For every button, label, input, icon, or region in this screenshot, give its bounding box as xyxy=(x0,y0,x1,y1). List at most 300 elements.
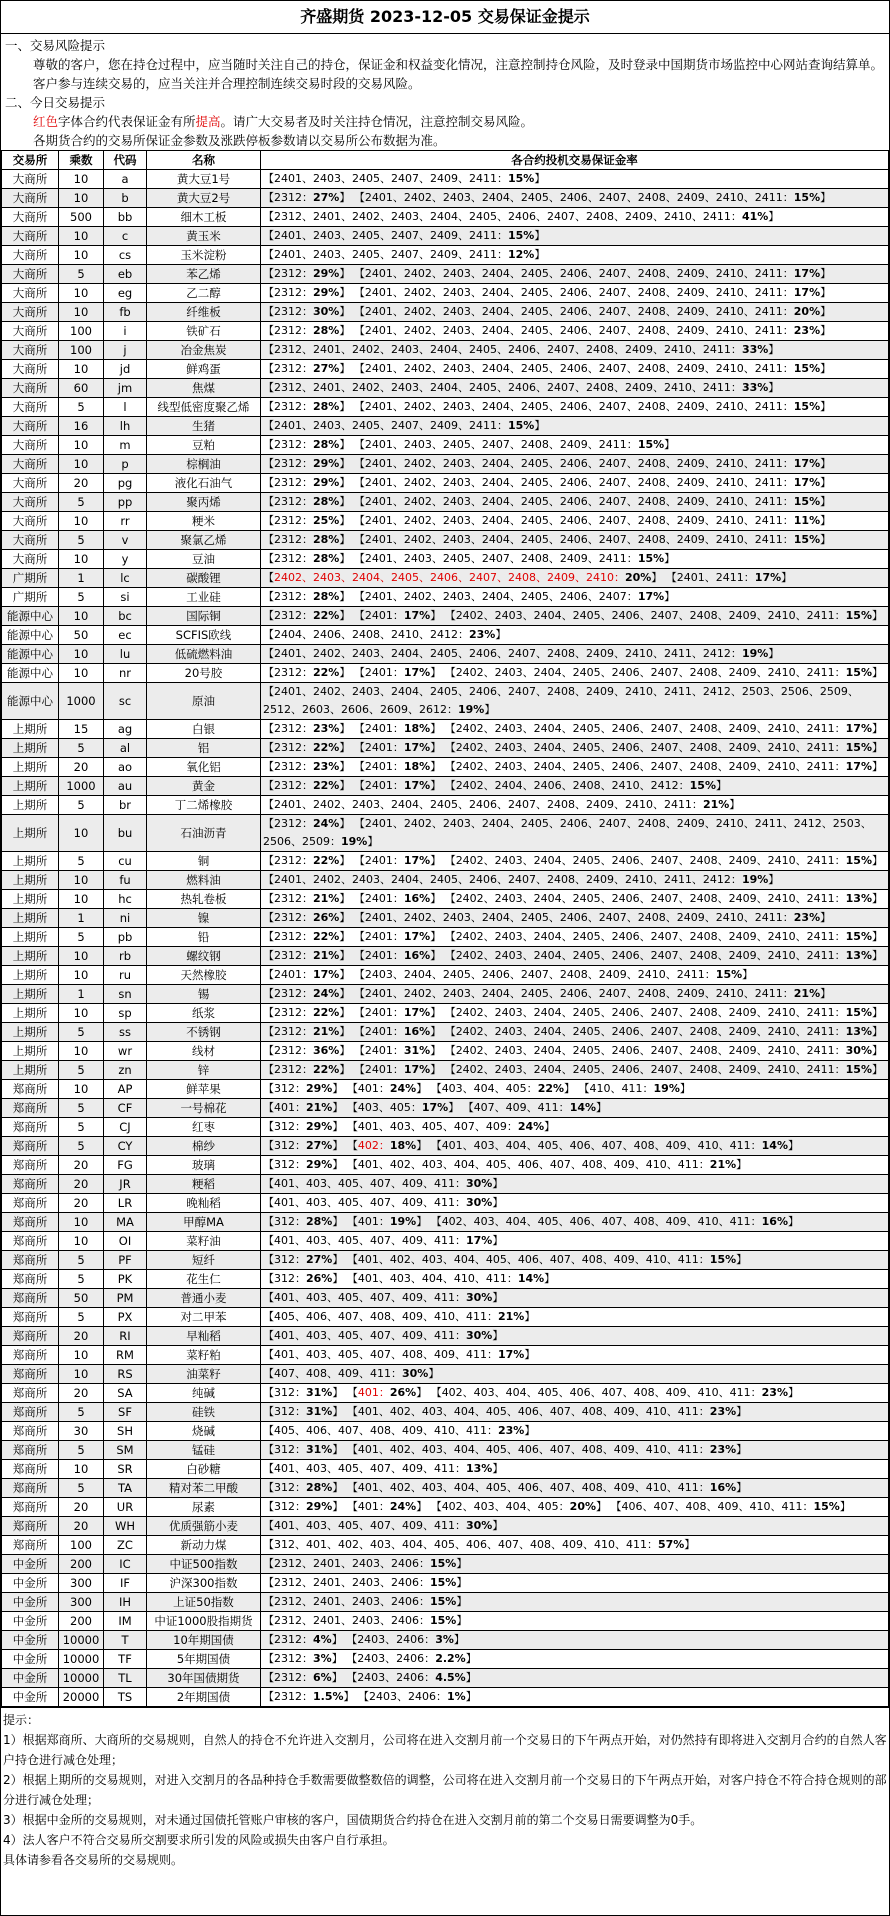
cell-name: 红枣 xyxy=(147,1118,261,1137)
cell-multiplier: 1 xyxy=(59,569,104,588)
rate-months: 2312： xyxy=(274,438,313,451)
rate-value: 21% xyxy=(702,798,730,811)
rate-value: 29% xyxy=(306,1120,333,1133)
cell-code: rr xyxy=(104,512,147,531)
rate-group: 【2401：31%】 xyxy=(353,1044,442,1057)
rate-months: 401、402、403、404、405、406、407、408、409、410、411： xyxy=(357,1481,710,1494)
cell-code: IH xyxy=(104,1593,147,1612)
rate-months: 410、411： xyxy=(589,1082,654,1095)
cell-multiplier: 20 xyxy=(59,1498,104,1517)
cell-code: sc xyxy=(104,683,147,720)
rate-months: 2402、2403、2404、2405、2406、2407、2408、2409、2410、2411： xyxy=(455,722,846,735)
cell-exchange: 郑商所 xyxy=(2,1080,59,1099)
rate-group: 【401、403、405、407、408、409、411：17%】 xyxy=(263,1348,536,1361)
cell-name: 花生仁 xyxy=(147,1270,261,1289)
rate-value: 15% xyxy=(845,930,872,943)
cell-name: 锡 xyxy=(147,985,261,1004)
cell-code: ss xyxy=(104,1023,147,1042)
cell-exchange: 中金所 xyxy=(2,1612,59,1631)
cell-multiplier: 5 xyxy=(59,928,104,947)
rate-group: 【2403、2406：1%】 xyxy=(358,1690,477,1703)
cell-exchange: 大商所 xyxy=(2,170,59,189)
rate-group: 【2401、2402、2403、2404、2405、2406、2407、2408、2409、2410、2411：21%】 xyxy=(353,987,832,1000)
cell-exchange: 郑商所 xyxy=(2,1536,59,1555)
rate-months: 2403、2404、2405、2406、2407、2408、2409、2410、2411： xyxy=(364,968,716,981)
cell-margin-rate xyxy=(261,417,889,436)
table-row xyxy=(2,284,889,303)
cell-multiplier: 5 xyxy=(59,796,104,815)
rate-months: 401： xyxy=(274,1101,306,1114)
rate-group: 【312：31%】 xyxy=(263,1386,344,1399)
table-row xyxy=(2,1479,889,1498)
rate-group: 【2312：28%】 xyxy=(263,552,351,565)
rate-value: 1.5% xyxy=(313,1690,344,1703)
cell-code: jm xyxy=(104,379,147,398)
table-row xyxy=(2,208,889,227)
cell-code: y xyxy=(104,550,147,569)
rate-months: 401、403、405、407、409、411： xyxy=(274,1519,466,1532)
cell-name: 棉纱 xyxy=(147,1137,261,1156)
cell-code: cu xyxy=(104,852,147,871)
cell-exchange: 大商所 xyxy=(2,512,59,531)
rate-value: 27% xyxy=(313,191,340,204)
cell-code: T xyxy=(104,1631,147,1650)
table-row xyxy=(2,1137,889,1156)
rate-group: 【2401、2402、2403、2404、2405、2406、2407、2408、2409、2410、2411：15%】 xyxy=(353,400,832,413)
rate-months: 312： xyxy=(274,1272,306,1285)
rate-value: 30% xyxy=(465,1177,493,1190)
rate-value: 15% xyxy=(793,400,821,413)
table-row xyxy=(2,1403,889,1422)
rate-group: 【401、403、405、407、409、411：30%】 xyxy=(263,1329,504,1342)
rate-months: 2401： xyxy=(364,609,404,622)
cell-name: 原油 xyxy=(147,683,261,720)
cell-exchange: 大商所 xyxy=(2,189,59,208)
cell-code: wr xyxy=(104,1042,147,1061)
rate-group: 【2312：24%】 xyxy=(263,817,351,830)
cell-exchange: 能源中心 xyxy=(2,645,59,664)
cell-multiplier: 20 xyxy=(59,474,104,493)
rate-months: 2401： xyxy=(364,1063,404,1076)
cell-multiplier: 10 xyxy=(59,645,104,664)
cell-exchange: 大商所 xyxy=(2,493,59,512)
rate-group: 【2312：22%】 xyxy=(263,1063,351,1076)
cell-multiplier: 20 xyxy=(59,1194,104,1213)
rate-group: 【401：24%】 xyxy=(346,1082,428,1095)
rate-value: 15% xyxy=(845,609,872,622)
cell-exchange: 上期所 xyxy=(2,947,59,966)
rate-months: 2403、2406： xyxy=(357,1633,436,1646)
cell-multiplier: 5 xyxy=(59,1308,104,1327)
rate-group: 【2401：17%】 xyxy=(353,609,442,622)
rate-value: 17% xyxy=(403,609,431,622)
table-row xyxy=(2,947,889,966)
rate-group: 【402、403、404、405、406、407、408、409、410、411：23%】 xyxy=(430,1386,799,1399)
rate-months: 401、403、405、407、409、411： xyxy=(274,1196,466,1209)
table-row xyxy=(2,1099,889,1118)
rate-months: 401、403、405、407、409、411： xyxy=(274,1291,466,1304)
rate-group: 【2312：1.5%】 xyxy=(263,1690,355,1703)
rate-months: 401、403、405、407、409、411： xyxy=(274,1329,466,1342)
rate-group: 【401、403、405、407、409：24%】 xyxy=(346,1120,556,1133)
cell-name: 粳米 xyxy=(147,512,261,531)
cell-multiplier: 20000 xyxy=(59,1688,104,1707)
cell-code: LR xyxy=(104,1194,147,1213)
table-row xyxy=(2,455,889,474)
cell-code: CJ xyxy=(104,1118,147,1137)
cell-code: lh xyxy=(104,417,147,436)
cell-margin-rate xyxy=(261,360,889,379)
rate-months: 2312、2401、2403、2406： xyxy=(274,1576,430,1589)
rate-group: 【2401、2403、2405、2407、2409、2411：15%】 xyxy=(263,172,546,185)
rate-value: 19% xyxy=(653,1082,680,1095)
rate-months: 312： xyxy=(274,1082,306,1095)
cell-exchange: 中金所 xyxy=(2,1555,59,1574)
cell-margin-rate xyxy=(261,1156,889,1175)
rate-group: 【2312：22%】 xyxy=(263,854,351,867)
header-multiplier: 乘数 xyxy=(59,151,104,170)
cell-name: 液化石油气 xyxy=(147,474,261,493)
rate-group: 【2312：21%】 xyxy=(263,1025,351,1038)
cell-code: lc xyxy=(104,569,147,588)
rate-group: 【2312：28%】 xyxy=(263,438,351,451)
rate-value: 15% xyxy=(715,968,743,981)
header-name: 名称 xyxy=(147,151,261,170)
cell-margin-rate xyxy=(261,1118,889,1137)
cell-code: au xyxy=(104,777,147,796)
cell-exchange: 郑商所 xyxy=(2,1498,59,1517)
cell-multiplier: 5 xyxy=(59,852,104,871)
rate-months: 312： xyxy=(274,1481,306,1494)
rate-value: 15% xyxy=(637,438,665,451)
cell-code: l xyxy=(104,398,147,417)
rate-months: 2312： xyxy=(274,324,313,337)
cell-multiplier: 20 xyxy=(59,1156,104,1175)
rate-group: 【2312：30%】 xyxy=(263,305,351,318)
rate-value: 22% xyxy=(313,779,340,792)
table-row xyxy=(2,796,889,815)
cell-multiplier: 5 xyxy=(59,398,104,417)
rate-months: 2312： xyxy=(274,552,313,565)
rate-value: 14% xyxy=(761,1139,788,1152)
cell-name: 铁矿石 xyxy=(147,322,261,341)
rate-months: 2312： xyxy=(274,533,313,546)
rate-group: 【312：29%】 xyxy=(263,1158,344,1171)
cell-margin-rate xyxy=(261,550,889,569)
rate-group: 【2401：17%】 xyxy=(353,741,442,754)
cell-name: 晚籼稻 xyxy=(147,1194,261,1213)
cell-margin-rate xyxy=(261,1403,889,1422)
rate-months: 2312： xyxy=(274,666,313,679)
raised-label: 提高 xyxy=(195,114,221,129)
rate-group: 【2401、2402、2403、2404、2405、2406、2407、2408、2409、2410、2411、2412、2503、2506、2509、2512、2603、2606、2609、2612：19%】 xyxy=(263,685,859,716)
cell-name: 对二甲苯 xyxy=(147,1308,261,1327)
rate-group: 【2312、2401、2403、2406：15%】 xyxy=(263,1576,468,1589)
cell-multiplier: 5 xyxy=(59,1023,104,1042)
rate-value: 4.5% xyxy=(435,1671,466,1684)
cell-name: 上证50指数 xyxy=(147,1593,261,1612)
rate-value: 27% xyxy=(313,362,340,375)
cell-multiplier: 5 xyxy=(59,1137,104,1156)
rate-months: 2401、2402、2403、2404、2405、2406、2407、2408、2409、2410、2411、2412、2503、2506、2509： xyxy=(263,817,872,848)
rate-months: 2401： xyxy=(274,968,313,981)
rate-value: 22% xyxy=(313,609,340,622)
cell-margin-rate xyxy=(261,1137,889,1156)
table-row xyxy=(2,1251,889,1270)
table-header-row xyxy=(2,151,889,170)
cell-multiplier: 15 xyxy=(59,720,104,739)
rate-months: 2312： xyxy=(274,930,313,943)
cell-margin-rate xyxy=(261,645,889,664)
rate-months: 2312： xyxy=(274,495,313,508)
table-row xyxy=(2,569,889,588)
cell-multiplier: 10 xyxy=(59,966,104,985)
rate-months: 2312： xyxy=(274,817,313,830)
rate-value: 25% xyxy=(313,514,340,527)
rate-value: 28% xyxy=(313,590,340,603)
cell-multiplier: 10 xyxy=(59,815,104,852)
rate-group: 【2401、2402、2403、2404、2405、2406、2407、2408、2409、2410、2411：17%】 xyxy=(353,286,832,299)
cell-name: 鲜苹果 xyxy=(147,1080,261,1099)
rate-group: 【2312：4%】 xyxy=(263,1633,343,1646)
cell-margin-rate xyxy=(261,512,889,531)
rate-months: 401、403、404、410、411： xyxy=(357,1272,518,1285)
cell-exchange: 郑商所 xyxy=(2,1365,59,1384)
cell-exchange: 郑商所 xyxy=(2,1251,59,1270)
table-row xyxy=(2,607,889,626)
cell-name: 工业硅 xyxy=(147,588,261,607)
rate-group: 【2401、2403、2405、2407、2409、2411：12%】 xyxy=(263,248,546,261)
page-title: 齐盛期货 2023-12-05 交易保证金提示 xyxy=(1,1,889,34)
rate-months: 2401、2402、2403、2404、2405、2406、2407、2408、2409、2410、2411： xyxy=(364,191,794,204)
table-row xyxy=(2,645,889,664)
cell-exchange: 郑商所 xyxy=(2,1308,59,1327)
rate-group: 【312：31%】 xyxy=(263,1405,344,1418)
rate-value: 3% xyxy=(313,1652,332,1665)
table-row xyxy=(2,985,889,1004)
cell-name: 普通小麦 xyxy=(147,1289,261,1308)
rate-months: 2401： xyxy=(364,949,404,962)
cell-multiplier: 50 xyxy=(59,1289,104,1308)
rate-group: 【2312：27%】 xyxy=(263,362,351,375)
rate-months: 2312： xyxy=(274,760,313,773)
rate-months: 2402、2404、2406、2408、2410、2412： xyxy=(455,779,690,792)
rate-value: 29% xyxy=(313,476,340,489)
cell-exchange: 郑商所 xyxy=(2,1384,59,1403)
rate-value: 30% xyxy=(313,305,340,318)
rate-months: 2401、2402、2403、2404、2405、2406、2407、2408、2409、2410、2411： xyxy=(364,533,794,546)
cell-code: ru xyxy=(104,966,147,985)
rate-months: 2401： xyxy=(364,722,404,735)
rate-value: 31% xyxy=(403,1044,431,1057)
cell-exchange: 中金所 xyxy=(2,1593,59,1612)
cell-margin-rate xyxy=(261,1099,889,1118)
rate-group: 【2401：16%】 xyxy=(353,892,442,905)
notice-text: 。请广大交易者及时关注持仓情况，注意控制交易风险。 xyxy=(220,114,534,129)
cell-multiplier: 5 xyxy=(59,1251,104,1270)
rate-months: 2312： xyxy=(274,1652,313,1665)
cell-margin-rate xyxy=(261,1441,889,1460)
cell-margin-rate xyxy=(261,1365,889,1384)
cell-margin-rate xyxy=(261,1194,889,1213)
cell-code: fu xyxy=(104,871,147,890)
cell-exchange: 上期所 xyxy=(2,966,59,985)
rate-group: 【2402、2403、2404、2405、2406、2407、2408、2409、2410、2411：13%】 xyxy=(444,892,883,905)
table-row xyxy=(2,417,889,436)
cell-exchange: 郑商所 xyxy=(2,1346,59,1365)
cell-code: ZC xyxy=(104,1536,147,1555)
rate-value: 22% xyxy=(313,930,340,943)
rate-months: 2401： xyxy=(364,779,404,792)
rate-group: 【401：26%】 xyxy=(346,1386,428,1399)
rate-months: 2401、2402、2403、2404、2405、2406、2407、2408、2409、2410、2411： xyxy=(364,324,794,337)
rate-value: 19% xyxy=(741,873,769,886)
cell-code: a xyxy=(104,170,147,189)
cell-exchange: 郑商所 xyxy=(2,1403,59,1422)
cell-code: bu xyxy=(104,815,147,852)
rate-group: 【312：29%】 xyxy=(263,1500,344,1513)
table-row xyxy=(2,493,889,512)
rate-value: 15% xyxy=(845,666,872,679)
rate-months: 2312： xyxy=(274,1025,313,1038)
rate-months: 2404、2406、2408、2410、2412： xyxy=(274,628,469,641)
rate-value: 31% xyxy=(306,1405,333,1418)
table-row xyxy=(2,1612,889,1631)
table-row xyxy=(2,303,889,322)
cell-name: 豆油 xyxy=(147,550,261,569)
cell-name: 10年期国债 xyxy=(147,1631,261,1650)
table-row xyxy=(2,1118,889,1137)
cell-margin-rate xyxy=(261,531,889,550)
rate-value: 28% xyxy=(306,1481,333,1494)
cell-exchange: 上期所 xyxy=(2,796,59,815)
rate-months: 312： xyxy=(274,1386,306,1399)
cell-name: 黄大豆2号 xyxy=(147,189,261,208)
cell-margin-rate xyxy=(261,815,889,852)
cell-multiplier: 10 xyxy=(59,227,104,246)
cell-margin-rate xyxy=(261,1042,889,1061)
cell-name: 聚氯乙烯 xyxy=(147,531,261,550)
cell-code: SA xyxy=(104,1384,147,1403)
cell-multiplier: 10 xyxy=(59,947,104,966)
rate-months: 312： xyxy=(274,1215,306,1228)
rate-months: 403、404、405： xyxy=(441,1082,538,1095)
cell-exchange: 郑商所 xyxy=(2,1194,59,1213)
rate-value: 30% xyxy=(465,1291,493,1304)
cell-exchange: 上期所 xyxy=(2,758,59,777)
rate-value: 15% xyxy=(507,172,535,185)
rate-months: 2403、2406： xyxy=(369,1690,448,1703)
cell-name: 短纤 xyxy=(147,1251,261,1270)
cell-name: 30年国债期货 xyxy=(147,1669,261,1688)
table-row xyxy=(2,758,889,777)
rate-group: 【403、405：17%】 xyxy=(346,1101,460,1114)
cell-name: 优质强筋小麦 xyxy=(147,1517,261,1536)
rate-group: 【2401、2402、2403、2404、2405、2406、2407、2408、2409、2410、2411：20%】 xyxy=(353,305,832,318)
cell-multiplier: 10 xyxy=(59,890,104,909)
cell-code: bb xyxy=(104,208,147,227)
rate-group: 【403、404、405：22%】 xyxy=(430,1082,576,1095)
table-row xyxy=(2,1517,889,1536)
cell-name: 沪深300指数 xyxy=(147,1574,261,1593)
rate-months: 2401： xyxy=(364,1006,404,1019)
rate-months: 2401： xyxy=(364,760,404,773)
cell-margin-rate xyxy=(261,1479,889,1498)
rate-months: 2401、2403、2405、2407、2408、2409、2411： xyxy=(364,438,638,451)
cell-name: 低硫燃料油 xyxy=(147,645,261,664)
rate-group: 【2312、2401、2403、2406：15%】 xyxy=(263,1557,468,1570)
rate-group: 【401、402、403、404、405、406、407、408、409、410、411：21%】 xyxy=(346,1158,748,1171)
rate-months: 2401、2411： xyxy=(676,571,755,584)
rate-value: 17% xyxy=(403,1006,431,1019)
cell-exchange: 中金所 xyxy=(2,1650,59,1669)
cell-margin-rate xyxy=(261,1327,889,1346)
rate-group: 【401、403、405、407、409、411：30%】 xyxy=(263,1196,504,1209)
notice-paragraph-3: 各期货合约的交易所保证金参数及涨跌停板参数请以交易所公布数据为准。 xyxy=(33,133,446,148)
rate-group: 【2401、2403、2405、2407、2408、2409、2411：15%】 xyxy=(353,552,676,565)
rate-group: 【2401、2402、2403、2404、2405、2406、2407、2408、2409、2410、2411、2412、2503、2506、2509：19%】 xyxy=(263,817,872,848)
cell-exchange: 大商所 xyxy=(2,322,59,341)
rate-months: 401、403、404、405、406、407、408、409、410、411： xyxy=(441,1139,762,1152)
cell-exchange: 郑商所 xyxy=(2,1460,59,1479)
rate-group: 【401、403、405、407、409、411：30%】 xyxy=(263,1291,504,1304)
cell-code: CF xyxy=(104,1099,147,1118)
cell-code: TA xyxy=(104,1479,147,1498)
cell-exchange: 郑商所 xyxy=(2,1479,59,1498)
rate-value: 15% xyxy=(793,533,821,546)
cell-exchange: 中金所 xyxy=(2,1669,59,1688)
cell-code: IF xyxy=(104,1574,147,1593)
rate-months: 2401、2402、2403、2404、2405、2406、2407、2408、2409、2410、2411： xyxy=(364,457,794,470)
rate-group: 【2403、2406：2.2%】 xyxy=(346,1652,477,1665)
cell-code: i xyxy=(104,322,147,341)
cell-margin-rate xyxy=(261,966,889,985)
cell-margin-rate xyxy=(261,1536,889,1555)
header-exchange: 交易所 xyxy=(2,151,59,170)
cell-multiplier: 5 xyxy=(59,1403,104,1422)
rate-months: 2401： xyxy=(364,854,404,867)
cell-code: AP xyxy=(104,1080,147,1099)
cell-margin-rate xyxy=(261,1460,889,1479)
rate-group: 【312：28%】 xyxy=(263,1215,344,1228)
table-row xyxy=(2,1327,889,1346)
rate-group: 【2403、2404、2405、2406、2407、2408、2409、2410、2411：15%】 xyxy=(353,968,754,981)
rate-value: 30% xyxy=(465,1519,493,1532)
rate-months: 2401、2402、2403、2404、2405、2406、2407、2408、2409、2410、2411、2412、2503、2506、2509、2512、2603、2606、2609、2612： xyxy=(263,685,859,716)
cell-margin-rate xyxy=(261,683,889,720)
cell-margin-rate xyxy=(261,1308,889,1327)
cell-code: b xyxy=(104,189,147,208)
cell-exchange: 郑商所 xyxy=(2,1213,59,1232)
cell-margin-rate xyxy=(261,1612,889,1631)
rate-value: 17% xyxy=(793,286,821,299)
rate-group: 【2312、2401、2403、2406：15%】 xyxy=(263,1595,468,1608)
cell-multiplier: 100 xyxy=(59,322,104,341)
rate-value: 23% xyxy=(761,1386,788,1399)
rate-group: 【2401：16%】 xyxy=(353,1025,442,1038)
rate-months: 2402、2403、2404、2405、2406、2407、2408、2409、2410、2411： xyxy=(455,1006,846,1019)
cell-margin-rate xyxy=(261,890,889,909)
rate-value: 26% xyxy=(313,911,340,924)
cell-margin-rate xyxy=(261,189,889,208)
cell-code: JR xyxy=(104,1175,147,1194)
rate-months: 2401、2402、2403、2404、2405、2406、2407： xyxy=(364,590,638,603)
cell-multiplier: 10 xyxy=(59,455,104,474)
cell-code: pg xyxy=(104,474,147,493)
cell-code: PX xyxy=(104,1308,147,1327)
cell-multiplier: 1000 xyxy=(59,777,104,796)
table-row xyxy=(2,1004,889,1023)
